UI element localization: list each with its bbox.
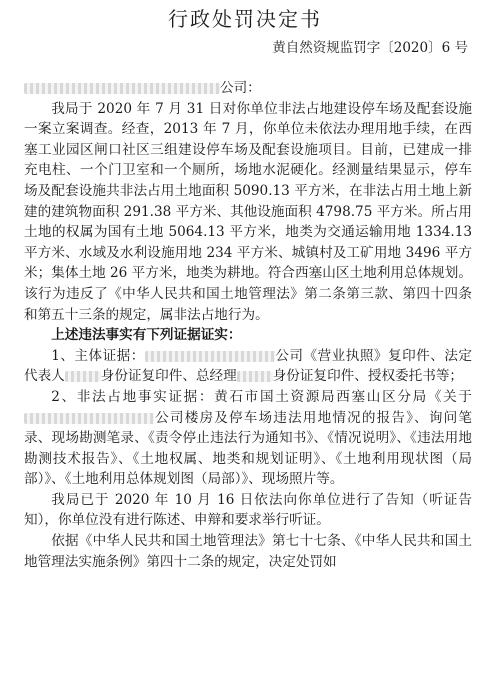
document-number: 黄自然资规监罚字〔2020〕6 号 <box>272 40 468 56</box>
document-title: 行政处罚决定书 <box>168 7 322 31</box>
redacted-person-name <box>237 371 273 382</box>
redacted-company-name <box>24 83 220 94</box>
redacted-company-name <box>24 413 154 424</box>
facts-paragraph: 我局于 2020 年 7 月 31 日对你单位非法占地建设停车场及配套设施一案立案调查。经查，2013 年 7 月，你单位未依法办理用地手续，在西塞工业园区闸口社区三组建设停车场及配套设施项目。目前，已建成一排充电柱、一个门卫室和一个厕所，场地水泥硬化。经测量结果显示，停车场及配套设施共非法占用土地面积 5090.13 平方米，在非法占用土地上新建的建筑物面积 291.38 平方米、其他设施面积 4798.75 平方米。所占用土地的权属为国有土地 5064.13 平方米，地类为交通运输用地 1334.13 平方米、水域及水利设施用地 234 平方米、城镇村及工矿用地 3496 平方米；集体土地 26 平方米，地类为耕地。符合西塞山区土地利用总体规划。该行为违反了《中华人民共和国土地管理法》第二条第三款、第四十四条和第五十三条的规定，属非法占地行为。 <box>24 100 472 323</box>
legal-basis-paragraph: 依据《中华人民共和国土地管理法》第七十七条、《中华人民共和国土地管理法实施条例》第四十二条的规定，决定处罚如 <box>24 533 472 570</box>
redacted-company-name <box>145 351 275 362</box>
notice-paragraph: 我局已于 2020 年 10 月 16 日依法向你单位进行了告知（听证告知），你单位没有进行陈述、申辩和要求举行听证。 <box>24 491 472 529</box>
evidence-1-part-b: 公司《营业执照》复印件、法定代表人 <box>24 347 472 385</box>
addressee-suffix: 公司： <box>220 80 261 96</box>
evidence-2-part-a: 2、非法占地事实证据：黄石市国土资源局西塞山区分局《关于 <box>51 388 472 405</box>
redacted-person-name <box>65 371 101 382</box>
addressee-line <box>24 78 472 99</box>
evidence-item-1 <box>24 346 472 387</box>
evidence-1-part-d: 身份证复印件、授权委托书等； <box>272 368 464 385</box>
evidence-heading: 上述违法事实有下列证据证实： <box>51 327 242 344</box>
evidence-item-2 <box>24 387 472 490</box>
evidence-1-part-c: 身份证复印件、总经理 <box>100 368 237 385</box>
evidence-2-part-b: 公司楼房及停车场违法用地情况的报告》、询问笔录、现场勘测笔录、《责令停止违法行为通知书》、《情况说明》、《违法用地勘测技术报告》、《土地权属、地类和规划证明》、《土地利用现状图（局部）》、《土地利用总体规划图（局部）》、现场照片等。 <box>24 409 472 488</box>
evidence-1-part-a: 1、主体证据： <box>51 347 145 364</box>
document-body <box>24 78 472 572</box>
